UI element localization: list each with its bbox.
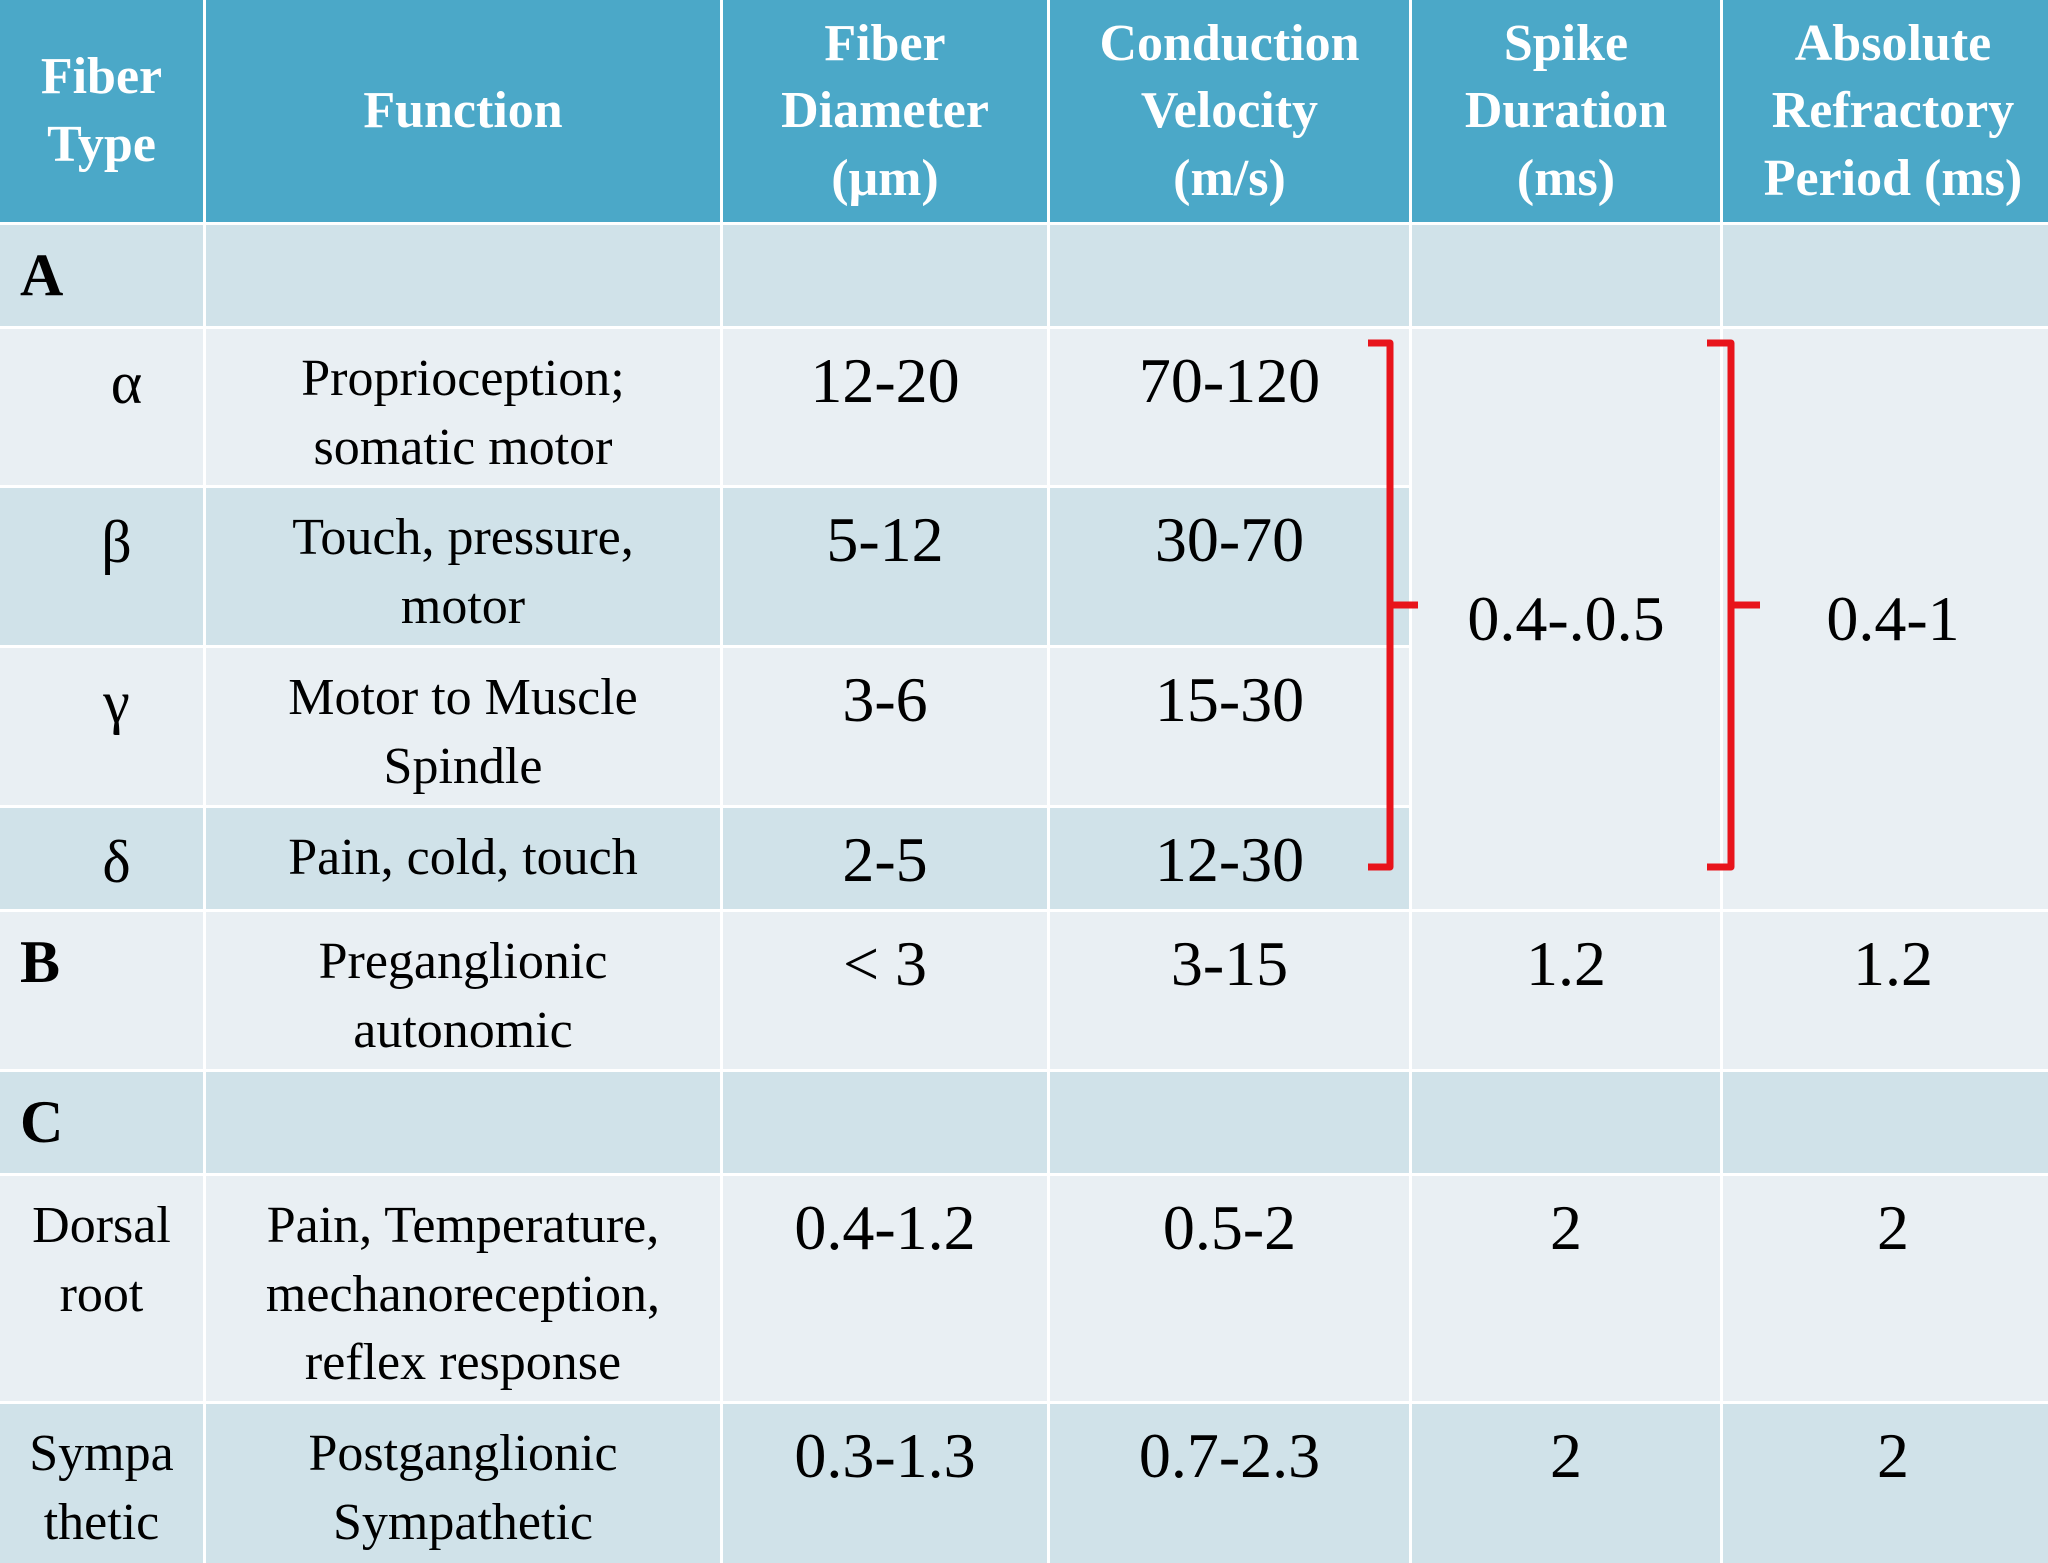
diameter-beta: 5-12 (723, 488, 1047, 645)
function-dorsal-root: Pain, Temperature, mechanoreception, reflex response (206, 1176, 720, 1401)
function-gamma: Motor to Muscle Spindle (206, 648, 720, 805)
group-a-empty-cell (1050, 225, 1409, 326)
function-b: Preganglionic autonomic (206, 912, 720, 1069)
diameter-b: < 3 (723, 912, 1047, 1069)
header-fiber-type: Fiber Type (0, 0, 203, 222)
diameter-dorsal-root: 0.4-1.2 (723, 1176, 1047, 1401)
fiber-type-gamma: γ (0, 648, 203, 805)
velocity-gamma: 15-30 (1050, 648, 1409, 805)
group-c-empty-cell (1050, 1072, 1409, 1173)
spike-duration-sympathetic: 2 (1412, 1404, 1720, 1563)
function-delta: Pain, cold, touch (206, 808, 720, 909)
group-a-empty-cell (1412, 225, 1720, 326)
group-label-a: A (0, 225, 203, 326)
group-a-empty-cell (1723, 225, 2048, 326)
diameter-alpha: 12-20 (723, 329, 1047, 485)
group-label-b: B (0, 912, 203, 1069)
group-a-empty-cell (206, 225, 720, 326)
refractory-period-dorsal-root: 2 (1723, 1176, 2048, 1401)
spike-duration-b: 1.2 (1412, 912, 1720, 1069)
function-sympathetic: Postganglionic Sympathetic (206, 1404, 720, 1563)
header-function: Function (206, 0, 720, 222)
spike-duration-a: 0.4-.0.5 (1412, 329, 1720, 909)
refractory-period-sympathetic: 2 (1723, 1404, 2048, 1563)
group-c-empty-cell (1412, 1072, 1720, 1173)
function-beta: Touch, pressure, motor (206, 488, 720, 645)
group-c-empty-cell (206, 1072, 720, 1173)
group-label-c: C (0, 1072, 203, 1173)
velocity-alpha: 70-120 (1050, 329, 1409, 485)
fiber-type-sympathetic: Sympa thetic (0, 1404, 203, 1563)
diameter-sympathetic: 0.3-1.3 (723, 1404, 1047, 1563)
fiber-type-delta: δ (0, 808, 203, 909)
refractory-period-a: 0.4-1 (1723, 329, 2048, 909)
group-c-empty-cell (1723, 1072, 2048, 1173)
header-conduction-velocity: Conduction Velocity (m/s) (1050, 0, 1409, 222)
velocity-dorsal-root: 0.5-2 (1050, 1176, 1409, 1401)
refractory-period-b: 1.2 (1723, 912, 2048, 1069)
group-c-empty-cell (723, 1072, 1047, 1173)
fiber-type-alpha: α (0, 329, 203, 485)
fiber-type-beta: β (0, 488, 203, 645)
header-refractory-period: Absolute Refractory Period (ms) (1723, 0, 2048, 222)
diameter-gamma: 3-6 (723, 648, 1047, 805)
diameter-delta: 2-5 (723, 808, 1047, 909)
velocity-b: 3-15 (1050, 912, 1409, 1069)
fiber-type-dorsal-root: Dorsal root (0, 1176, 203, 1401)
velocity-beta: 30-70 (1050, 488, 1409, 645)
velocity-delta: 12-30 (1050, 808, 1409, 909)
spike-duration-dorsal-root: 2 (1412, 1176, 1720, 1401)
group-a-empty-cell (723, 225, 1047, 326)
header-fiber-diameter: Fiber Diameter (μm) (723, 0, 1047, 222)
velocity-sympathetic: 0.7-2.3 (1050, 1404, 1409, 1563)
header-spike-duration: Spike Duration (ms) (1412, 0, 1720, 222)
function-alpha: Proprioception; somatic motor (206, 329, 720, 485)
